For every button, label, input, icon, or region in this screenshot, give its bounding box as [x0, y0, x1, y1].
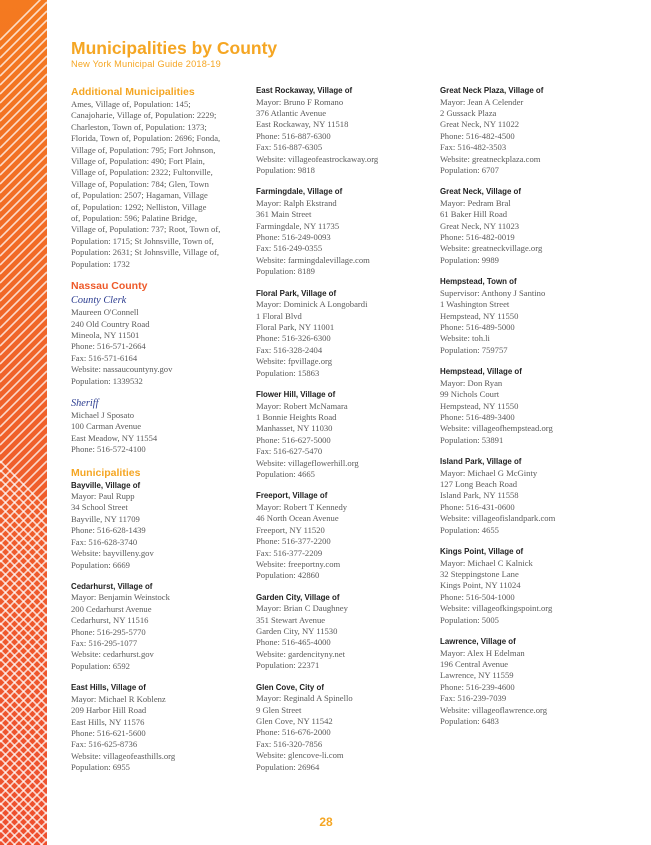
county-clerk-title: County Clerk	[71, 295, 127, 307]
municipality-details: Mayor: Robert McNamara 1 Bonnie Heights Road Manhasset, NY 11030 Phone: 516-627-5000 Fax: 516-627-5470 Website: villageflowerhill.org Population: 4665	[256, 400, 359, 479]
municipality-entry	[440, 86, 630, 176]
nassau-county-heading: Nassau County	[71, 280, 148, 293]
municipality-entry	[256, 390, 434, 480]
municipality-entry	[256, 86, 434, 176]
municipality-entry	[256, 289, 434, 379]
municipality-entry	[440, 277, 630, 356]
municipality-name: Flower Hill, Village of	[256, 390, 336, 400]
municipality-details: Mayor: Michael G McGinty 127 Long Beach Road Island Park, NY 11558 Phone: 516-431-0600 Website: villageofislandpark.com Population: 4655	[440, 467, 556, 535]
additional-municipalities-text: Ames, Village of, Population: 145; Canajoharie, Village of, Population: 2229; Charleston, Town of, Population: 1373; Florida, Town of, Population: 2696; Fonda, Village of, Population: 795; Fort Johnson, Village of, Population: 490; Fort Plain, Village of, Population: 2322; Fultonville, Village of, Population: 784; Glen, Town of, Population: 2507; Hagaman, Village of, Population: 1292; Nelliston, Village of, Population: 596; Palatine Bridge, Village of, Population: 737; Root, Town of, Population: 1715; St Johnsville, Town of, Population: 2631; St Johnsville, Village of, Population: 1732	[71, 99, 221, 269]
municipality-name: Farmingdale, Village of	[256, 187, 343, 197]
municipalities-heading: Municipalities	[71, 466, 141, 479]
municipality-details: Mayor: Dominick A Longobardi 1 Floral Blvd Floral Park, NY 11001 Phone: 516-326-6300 Fax: 516-328-2404 Website: fpvillage.org Population: 15863	[256, 299, 368, 378]
municipality-entry	[256, 593, 434, 672]
municipality-name: Freeport, Village of	[256, 491, 328, 501]
municipality-entry	[71, 582, 249, 672]
lattice-pattern-icon	[0, 0, 47, 845]
page-subtitle: New York Municipal Guide 2018-19	[71, 59, 221, 69]
municipality-details: Mayor: Michael C Kalnick 32 Steppingstone Lane Kings Point, NY 11024 Phone: 516-504-1000 Website: villageofkingspoint.org Population: 5005	[440, 557, 553, 625]
municipality-name: East Hills, Village of	[71, 683, 146, 693]
municipality-name: Hempstead, Village of	[440, 367, 522, 377]
municipality-name: Lawrence, Village of	[440, 637, 516, 647]
additional-municipalities-heading: Additional Municipalities	[71, 86, 195, 98]
municipality-name: Kings Point, Village of	[440, 547, 524, 557]
municipality-details: Mayor: Paul Rupp 34 School Street Bayville, NY 11709 Phone: 516-628-1439 Fax: 516-628-3740 Website: bayvilleny.gov Population: 6669	[71, 491, 154, 570]
municipality-name: East Rockaway, Village of	[256, 86, 353, 95]
page-title: Municipalities by County	[71, 38, 278, 58]
municipality-entry	[440, 457, 630, 536]
municipality-name: Floral Park, Village of	[256, 288, 337, 298]
municipality-entry	[256, 187, 434, 277]
municipality-entry	[440, 637, 630, 727]
sheriff-title: Sheriff	[71, 397, 99, 409]
municipality-details: Mayor: Jean A Celender 2 Gussack Plaza Great Neck, NY 11022 Phone: 516-482-4500 Fax: 516-482-3503 Website: greatneckplaza.com Population: 6707	[440, 96, 541, 175]
municipality-name: Great Neck, Village of	[440, 187, 521, 197]
municipality-entry	[256, 491, 434, 581]
municipality-name: Island Park, Village of	[440, 457, 522, 467]
municipality-entry	[440, 367, 630, 446]
municipality-name: Great Neck Plaza, Village of	[440, 86, 544, 95]
municipality-name: Garden City, Village of	[256, 592, 340, 602]
column-3	[440, 86, 630, 738]
municipality-entry	[256, 683, 434, 773]
municipality-details: Mayor: Don Ryan 99 Nichols Court Hempstead, NY 11550 Phone: 516-489-3400 Website: villageofhempstead.org Population: 53891	[440, 377, 553, 445]
municipality-details: Supervisor: Anthony J Santino 1 Washington Street Hempstead, NY 11550 Phone: 516-489-5000 Website: toh.li Population: 759757	[440, 287, 546, 355]
municipality-details: Mayor: Brian C Daughney 351 Stewart Avenue Garden City, NY 11530 Phone: 516-465-4000 Website: gardencityny.net Population: 22371	[256, 603, 348, 671]
municipality-name: Glen Cove, City of	[256, 682, 324, 692]
sheriff-details: Michael J Sposato 100 Carman Avenue East Meadow, NY 11554 Phone: 516-572-4100	[71, 409, 158, 455]
column-2-entries	[256, 86, 434, 773]
decorative-side-bar	[0, 0, 47, 845]
page-header	[71, 38, 277, 70]
page-number: 28	[319, 815, 333, 829]
municipality-details: Mayor: Benjamin Weinstock 200 Cedarhurst Avenue Cedarhurst, NY 11516 Phone: 516-295-5770 Fax: 516-295-1077 Website: cedarhurst.gov Population: 6592	[71, 592, 170, 671]
municipality-name: Cedarhurst, Village of	[71, 581, 153, 591]
municipality-details: Mayor: Alex H Edelman 196 Central Avenue Lawrence, NY 11559 Phone: 516-239-4600 Fax: 516-239-7039 Website: villageoflawrence.org Population: 6483	[440, 647, 548, 726]
municipality-details: Mayor: Bruno F Romano 376 Atlantic Avenue East Rockaway, NY 11518 Phone: 516-887-6300 Fax: 516-887-6305 Website: villageofeastrockaway.org Population: 9818	[256, 96, 379, 175]
municipality-details: Mayor: Robert T Kennedy 46 North Ocean Avenue Freeport, NY 11520 Phone: 516-377-2200 Fax: 516-377-2209 Website: freeportny.com Population: 42860	[256, 501, 348, 581]
column-3-entries	[440, 86, 630, 727]
county-clerk-details: Maureen O'Connell 240 Old Country Road Mineola, NY 11501 Phone: 516-571-2664 Fax: 516-571-6164 Website: nassaucountyny.gov Population: 1339532	[71, 307, 173, 386]
municipality-details: Mayor: Ralph Ekstrand 361 Main Street Farmingdale, NY 11735 Phone: 516-249-0093 Fax: 516-249-0355 Website: farmingdalevillage.com Population: 8189	[256, 197, 370, 277]
municipality-name: Bayville, Village of	[71, 480, 141, 490]
municipality-details: Mayor: Pedram Bral 61 Baker Hill Road Great Neck, NY 11023 Phone: 516-482-0019 Website: greatneckvillage.org Population: 9989	[440, 197, 543, 265]
municipality-name: Hempstead, Town of	[440, 277, 517, 287]
municipality-entry	[440, 187, 630, 266]
municipality-entry	[71, 481, 249, 571]
column-1-entries	[71, 481, 249, 774]
municipality-entry	[440, 547, 630, 626]
municipality-details: Mayor: Reginald A Spinello 9 Glen Street Glen Cove, NY 11542 Phone: 516-676-2000 Fax: 516-320-7856 Website: glencove-li.com Population: 26964	[256, 693, 353, 772]
column-1	[71, 86, 249, 785]
municipality-entry	[71, 683, 249, 773]
column-2	[256, 86, 434, 784]
municipality-details: Mayor: Michael R Koblenz 209 Harbor Hill Road East Hills, NY 11576 Phone: 516-621-5600 Fax: 516-625-8736 Website: villageofeasthills.org Population: 6955	[71, 693, 176, 773]
